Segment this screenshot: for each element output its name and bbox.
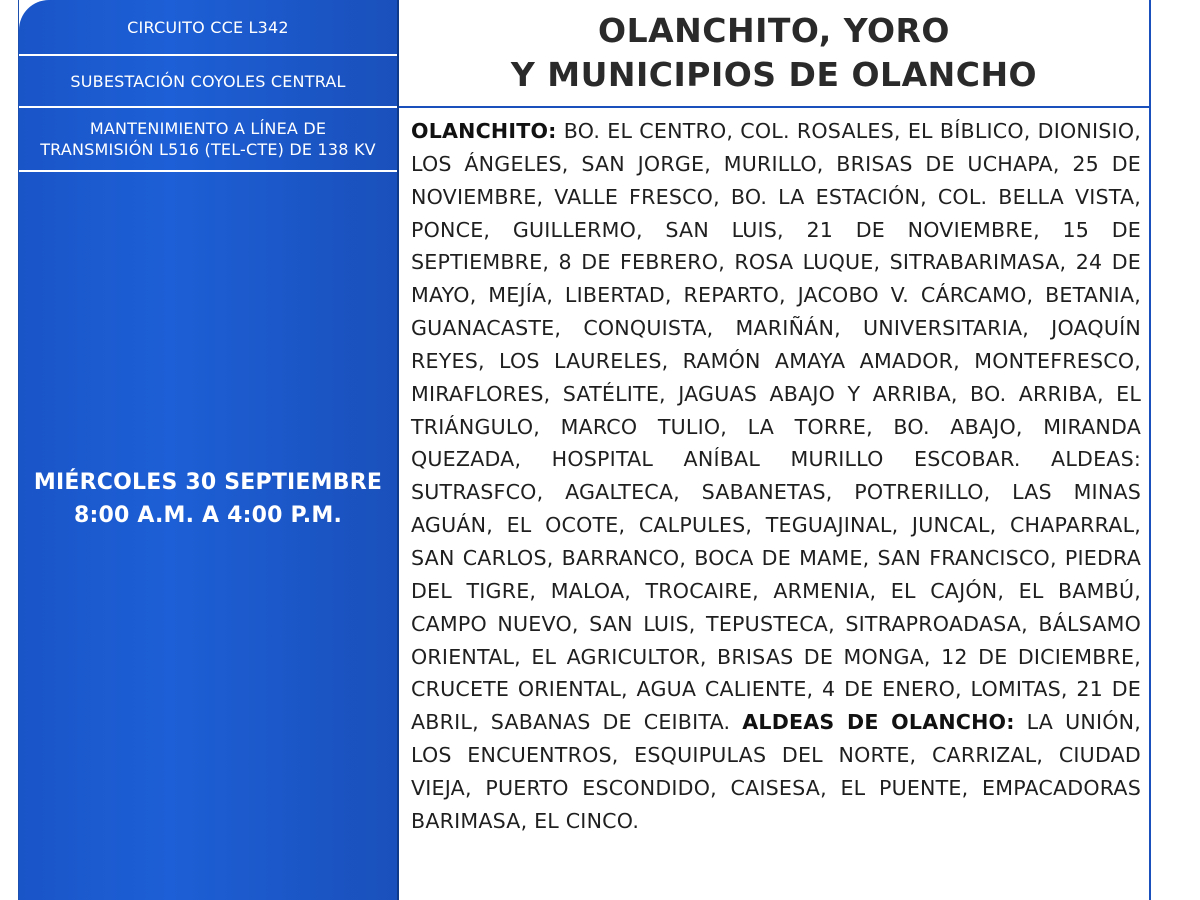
circuit-label: CIRCUITO CCE L342	[127, 17, 289, 37]
affected-areas-column	[399, 0, 1151, 900]
outage-time: 8:00 A.M. A 4:00 P.M.	[73, 503, 343, 528]
maintenance-line-1: MANTENIMIENTO A LÍNEA DE	[89, 119, 327, 138]
aldeas-olancho-label: ALDEAS DE OLANCHO:	[742, 710, 1015, 735]
region-title-line-2: Y MUNICIPIOS DE OLANCHO	[510, 55, 1038, 94]
date-cell	[19, 172, 397, 900]
region-title	[399, 0, 1149, 108]
outage-notice	[18, 0, 1151, 900]
maintenance-line-2: TRANSMISIÓN L516 (TEL-CTE) DE 138 KV	[40, 140, 376, 159]
substation-label: SUBESTACIÓN COYOLES CENTRAL	[70, 71, 346, 91]
olancho-areas: LA UNIÓN, LOS ENCUENTROS, ESQUIPULAS DEL NORTE, CARRIZAL, CIUDAD VIEJA, PUERTO ESCONDIDO, CAISESA, EL PUENTE, EMPACADORAS BARIMASA, EL CINCO.	[411, 710, 1141, 833]
circuit-cell	[19, 0, 397, 56]
olanchito-areas: BO. EL CENTRO, COL. ROSALES, EL BÍBLICO, DIONISIO, LOS ÁNGELES, SAN JORGE, MURILLO, BRISAS DE UCHAPA, 25 DE NOVIEMBRE, VALLE FRESCO, BO. LA ESTACIÓN, COL. BELLA VISTA, PONCE, GUILLERMO, SAN LUIS, 21 DE NOVIEMBRE, 15 DE SEPTIEMBRE, 8 DE FEBRERO, ROSA LUQUE, SITRABARIMASA, 24 DE MAYO, MEJÍA, LIBERTAD, REPARTO, JACOBO V. CÁRCAMO, BETANIA, GUANACASTE, CONQUISTA, MARIÑÁN, UNIVERSITARIA, JOAQUÍN REYES, LOS LAURELES, RAMÓN AMAYA AMADOR, MONTEFRESCO, MIRAFLORES, SATÉLITE, JAGUAS ABAJO Y ARRIBA, BO. ARRIBA, EL TRIÁNGULO, MARCO TULIO, LA TORRE, BO. ABAJO, MIRANDA QUEZADA, HOSPITAL ANÍBAL MURILLO ESCOBAR. ALDEAS: SUTRASFCO, AGALTECA, SABANETAS, POTRERILLO, LAS MINAS AGUÁN, EL OCOTE, CALPULES, TEGUAJINAL, JUNCAL, CHAPARRAL, SAN CARLOS, BARRANCO, BOCA DE MAME, SAN FRANCISCO, PIEDRA DEL TIGRE, MALOA, TROCAIRE, ARMENIA, EL CAJÓN, EL BAMBÚ, CAMPO NUEVO, SAN LUIS, TEPUSTECA, SITRAPROADASA, BÁLSAMO ORIENTAL, EL AGRICULTOR, BRISAS DE MONGA, 12 DE DICIEMBRE, CRUCETE ORIENTAL, AGUA CALIENTE, 4 DE ENERO, LOMITAS, 21 DE ABRIL, SABANAS DE CEIBITA.	[411, 119, 1141, 735]
schedule-column	[19, 0, 399, 900]
olanchito-label: OLANCHITO:	[411, 119, 557, 143]
region-title-line-1: OLANCHITO, YORO	[598, 11, 950, 50]
substation-cell	[19, 56, 397, 108]
maintenance-cell	[19, 108, 397, 172]
affected-areas-text	[399, 108, 1149, 838]
outage-date: MIÉRCOLES 30 SEPTIEMBRE	[33, 470, 383, 495]
